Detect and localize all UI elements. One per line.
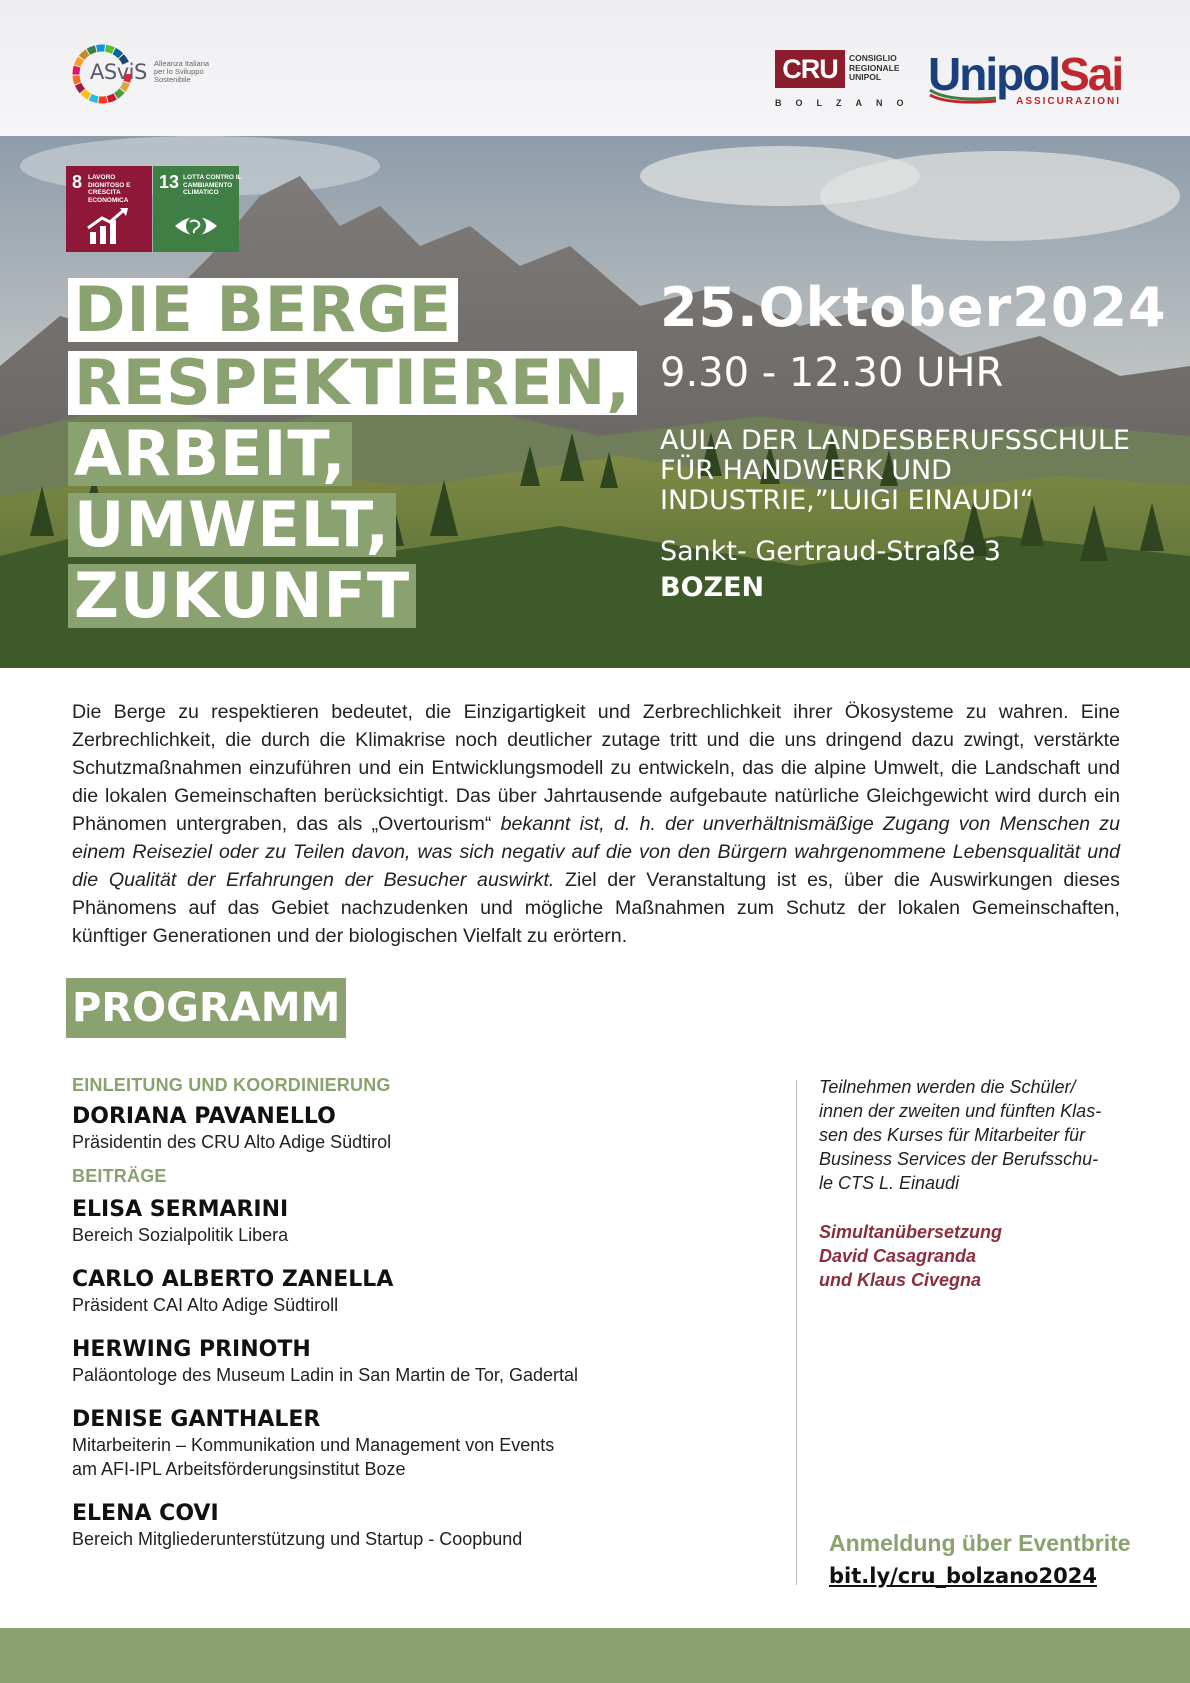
- translation-line: David Casagranda: [819, 1246, 977, 1266]
- cru-line-1: CONSIGLIO: [849, 53, 897, 63]
- event-city: BOZEN: [660, 572, 765, 603]
- event-street: Sankt- Gertraud-Straße 3: [660, 536, 1001, 567]
- cru-wordmark: [849, 54, 900, 83]
- registration-label: Anmeldung über Eventbrite: [829, 1530, 1131, 1556]
- unipolsai-logo[interactable]: [928, 46, 1123, 110]
- column-divider: [796, 1080, 797, 1585]
- program-list: [72, 1075, 752, 1551]
- asvis-wordmark: ASviS: [90, 60, 147, 84]
- registration-link[interactable]: bit.ly/cru_bolzano2024: [829, 1564, 1097, 1588]
- venue-line-1: AULA DER LANDESBERUFSSCHULE: [660, 425, 1130, 456]
- title-line-3: ARBEIT,: [68, 422, 352, 486]
- translation-line: Simultanübersetzung: [819, 1222, 1003, 1242]
- title-line-2: RESPEKTIEREN,: [68, 351, 637, 415]
- venue-line-3: INDUSTRIE,”LUIGI EINAUDI“: [660, 485, 1034, 516]
- growth-chart-icon: [86, 206, 132, 246]
- event-date: 25.Oktober2024: [660, 276, 1167, 339]
- event-venue: [660, 426, 1180, 516]
- contributions-label: BEITRÄGE: [72, 1166, 167, 1186]
- venue-line-2: FÜR HANDWERK UND: [660, 455, 952, 486]
- swoosh-icon: [928, 86, 998, 104]
- intro-text-italic: bekannt ist, d. h. der unverhältnismäßige Zugang von Menschen zu einem Reiseziel oder zu Teilen davon, was sich negativ auf die von den Bürgern wahrgenommene Lebensqualität und die Qualität der Erfahrungen der Besucher auswirkt.: [72, 813, 1120, 891]
- sdg-wheel-icon: [70, 42, 147, 106]
- sdg-13-badge[interactable]: [153, 166, 242, 252]
- asvis-subtitle: Alleanza Italiana per lo Sviluppo Sostenibile: [154, 59, 210, 84]
- translation-note: [819, 1220, 1119, 1292]
- title-line-1: DIE BERGE: [68, 278, 458, 342]
- title-line-4: UMWELT,: [68, 493, 396, 557]
- sdg-13-label: LOTTA CONTRO IL CAMBIAMENTO CLIMATICO: [183, 174, 242, 196]
- note-line: le CTS L. Einaudi: [819, 1173, 960, 1193]
- cru-abbr: CRU: [775, 50, 845, 88]
- footer-band: [0, 1628, 1190, 1683]
- intro-paragraph: [72, 698, 1120, 950]
- coordinator-name: DORIANA PAVANELLO: [72, 1104, 336, 1129]
- title-line-5: ZUKUNFT: [68, 564, 416, 628]
- cru-line-3: UNIPOL: [849, 72, 882, 82]
- sdg-8-label: LAVORO DIGNITOSO E CRESCITA ECONOMICA: [88, 174, 131, 204]
- participants-note: [819, 1075, 1119, 1195]
- speaker-name: DENISE GANTHALER: [72, 1407, 321, 1432]
- speaker-role: Mitarbeiterin – Kommunikation und Management von Events: [72, 1435, 555, 1455]
- sai-part: Sai: [1059, 48, 1123, 100]
- speaker-role: Paläontologe des Museum Ladin in San Martin de Tor, Gadertal: [72, 1365, 578, 1385]
- cru-logo[interactable]: [775, 50, 918, 110]
- intro-text-1: Die Berge zu respektieren bedeutet, die Einzigartigkeit und Zerbrechlichkeit ihrer Ökosysteme zu wahren. Eine Zerbrechlichkeit, die durch die Klimakrise noch deutlicher zutage tritt und die uns dringend dazu zwingt, verstärkte Schutzmaßnahmen einzuführen und ein Entwicklungsmodell zu entwickeln, das die alpine Umwelt, die Landschaft und die lokalen Gemeinschaften berücksichtigt. Das über Jahrtausende aufgebaute natürliche Gleichgewicht wird durch ein Phänomen untergraben, das als „Overtourism“: [72, 701, 1120, 835]
- sdg-8-number: 8: [72, 172, 83, 192]
- cru-city: BOLZANO: [775, 98, 918, 108]
- header-bar: [0, 0, 1190, 136]
- speaker-name: ELENA COVI: [72, 1501, 219, 1526]
- speaker-name: ELISA SERMARINI: [72, 1197, 289, 1222]
- asvis-logo[interactable]: [70, 40, 230, 108]
- intro-coordination-label: EINLEITUNG UND KOORDINIERUNG: [72, 1075, 391, 1095]
- note-line: innen der zweiten und fünften Klas-: [819, 1101, 1102, 1121]
- speaker-role-continued: am AFI-IPL Arbeitsförderungsinstitut Boze: [72, 1459, 406, 1479]
- unipolsai-tagline: ASSICURAZIONI: [1016, 96, 1121, 107]
- speaker-name: HERWING PRINOTH: [72, 1337, 311, 1362]
- unipol-part: Unipol: [928, 48, 1060, 100]
- speaker-role: Bereich Sozialpolitik Libera: [72, 1225, 289, 1245]
- note-line: Business Services der Berufsschu-: [819, 1149, 1099, 1169]
- speaker-role: Bereich Mitgliederunterstützung und Startup - Coopbund: [72, 1529, 523, 1549]
- earth-eye-icon: [173, 206, 219, 246]
- intro-text-2: Ziel der Veranstaltung ist es, über die Auswirkungen dieses Phänomens auf das Gebiet nachzudenken und mögliche Maßnahmen zum Schutz der lokalen Gemeinschaften, künftiger Generationen und der biologischen Vielfalt zu erörtern.: [72, 869, 1120, 947]
- note-line: sen des Kurses für Mitarbeiter für: [819, 1125, 1086, 1145]
- sdg-8-badge[interactable]: [66, 166, 152, 252]
- event-time: 9.30 - 12.30 UHR: [660, 350, 1004, 396]
- translation-line: und Klaus Civegna: [819, 1270, 982, 1290]
- coordinator-role: Präsidentin des CRU Alto Adige Südtirol: [72, 1132, 392, 1152]
- program-heading: PROGRAMM: [66, 978, 346, 1038]
- hero-banner: [0, 136, 1190, 668]
- speaker-role: Präsident CAI Alto Adige Südtiroll: [72, 1295, 339, 1315]
- speaker-name: CARLO ALBERTO ZANELLA: [72, 1267, 394, 1292]
- note-line: Teilnehmen werden die Schüler/: [819, 1077, 1076, 1097]
- sdg-13-number: 13: [159, 172, 180, 192]
- cru-line-2: REGIONALE: [849, 62, 900, 73]
